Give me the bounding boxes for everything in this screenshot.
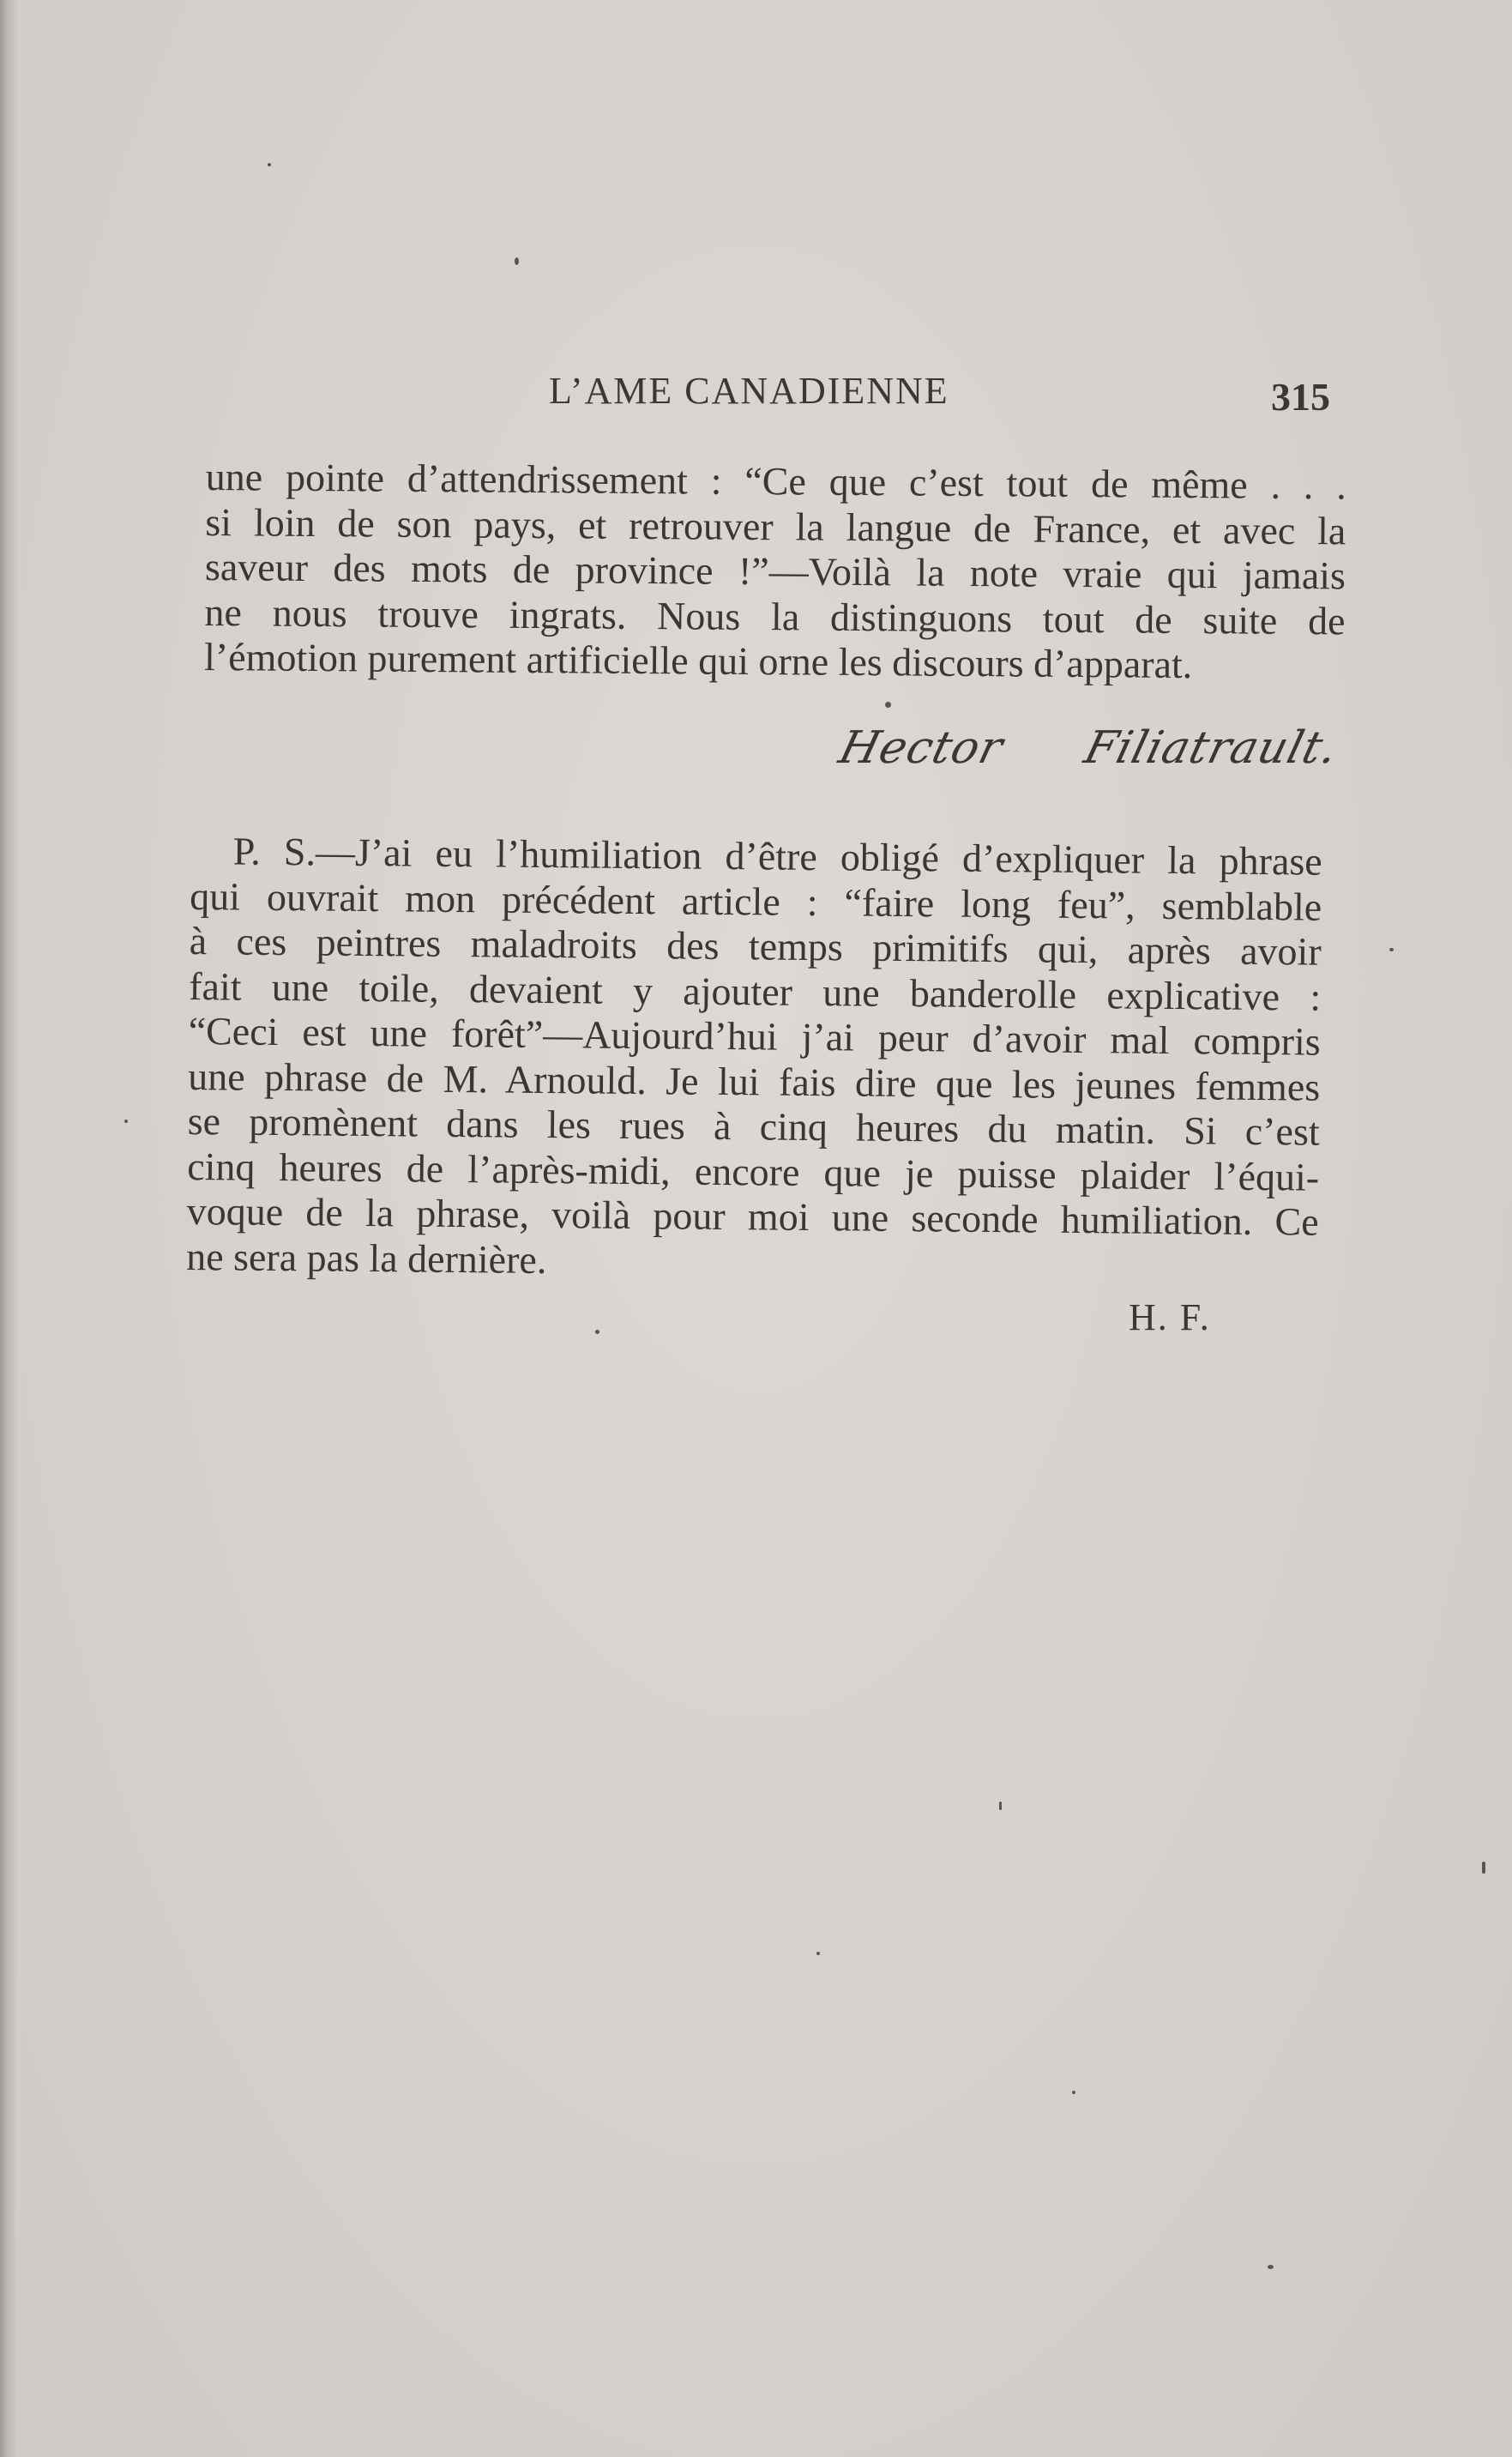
paper-speck xyxy=(1482,1862,1485,1874)
postscript-paragraph xyxy=(186,829,1322,1290)
paper-speck xyxy=(268,163,271,166)
text-line: qui ouvrait mon précédent article : “faire long feu”, semblable xyxy=(190,873,1322,929)
paper-speck xyxy=(816,1952,820,1955)
paper-speck xyxy=(515,257,519,265)
signature-last-name: Filiatrault. xyxy=(1079,722,1344,774)
text-line: ne nous trouve ingrats. Nous la distinguons tout de suite de xyxy=(204,589,1346,643)
signature-first-name: Hector xyxy=(834,722,1009,774)
text-line: voque de la phrase, voilà pour moi une seconde humiliation. Ce xyxy=(186,1188,1319,1244)
text-line: “Ceci est une forêt”—Aujourd’hui j’ai peur d’avoir mal compris xyxy=(188,1008,1321,1064)
text-line: cinq heures de l’après-midi, encore que je puisse plaider l’équi- xyxy=(186,1144,1320,1199)
author-signature xyxy=(834,722,1344,774)
paper-speck xyxy=(1268,2265,1274,2269)
page-number: 315 xyxy=(1271,375,1330,419)
text-line: si loin de son pays, et retrouver la langue de France, et avec la xyxy=(205,499,1346,552)
text-line: une pointe d’attendrissement : “Ce que c’est tout de même . . . xyxy=(205,455,1346,508)
text-line: saveur des mots de province !”—Voilà la note vraie qui jamais xyxy=(204,544,1346,598)
text-line: P. S.—J’ai eu l’humiliation d’être obligé d’expliquer la phrase xyxy=(232,829,1322,884)
paper-speck xyxy=(885,702,891,708)
paper-speck xyxy=(595,1330,599,1334)
text-line: ne sera pas la dernière. xyxy=(185,1234,547,1282)
text-line: se promènent dans les rues à cinq heures du matin. Si c’est xyxy=(187,1098,1320,1154)
paper-speck xyxy=(1072,2091,1075,2094)
text-line: à ces peintres maladroits des temps primitifs qui, après avoir xyxy=(189,918,1322,974)
paragraph-closing xyxy=(204,455,1346,689)
text-line: fait une toile, devaient y ajouter une banderolle explicative : xyxy=(188,963,1322,1019)
paper-speck xyxy=(999,1802,1002,1810)
paper-speck xyxy=(124,1120,128,1123)
text-line: une phrase de M. Arnould. Je lui fais dire que les jeunes femmes xyxy=(187,1053,1321,1109)
running-head: L’AME CANADIENNE xyxy=(549,370,949,412)
text-line: l’émotion purement artificielle qui orne les discours d’apparat. xyxy=(203,634,1193,687)
postscript-initials: H. F. xyxy=(1129,1296,1211,1338)
page-binding-edge xyxy=(0,0,19,2457)
paper-speck xyxy=(1389,948,1394,951)
